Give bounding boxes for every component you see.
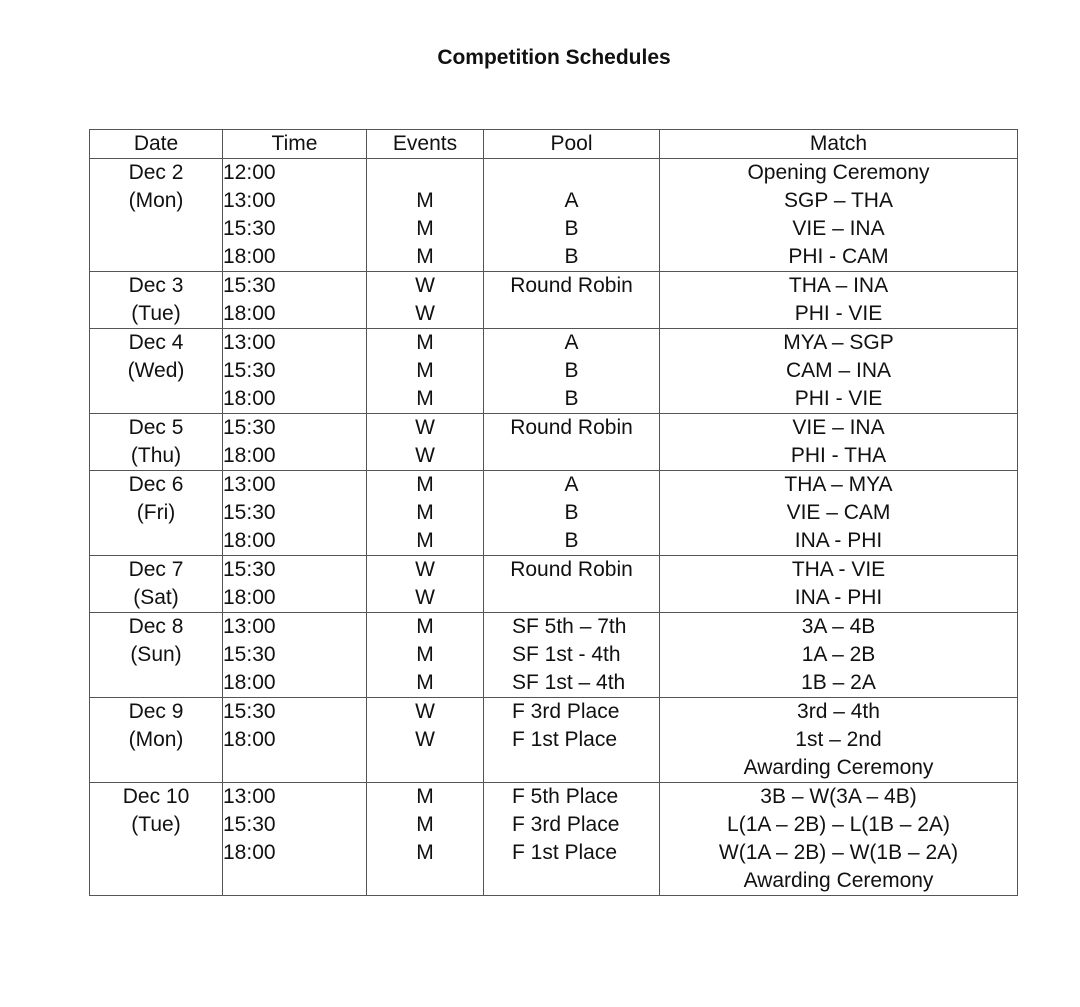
time-cell: 15:30: [223, 698, 367, 727]
table-row: [90, 811, 1018, 839]
date-cell: (Sun): [90, 641, 223, 669]
match-cell: VIE – CAM: [660, 499, 1018, 527]
date-cell: (Sat): [90, 584, 223, 613]
event-cell: [367, 159, 484, 188]
date-cell: [90, 839, 223, 867]
time-cell: 15:30: [223, 414, 367, 443]
pool-cell: SF 5th – 7th: [484, 613, 660, 642]
day-group: [90, 414, 1018, 471]
time-cell: 18:00: [223, 584, 367, 613]
pool-cell: B: [484, 357, 660, 385]
match-cell: 1st – 2nd: [660, 726, 1018, 754]
time-cell: [223, 867, 367, 896]
table-row: [90, 613, 1018, 642]
date-cell: (Tue): [90, 300, 223, 329]
event-cell: M: [367, 839, 484, 867]
table-row: [90, 471, 1018, 500]
match-cell: PHI - THA: [660, 442, 1018, 471]
pool-cell: A: [484, 471, 660, 500]
time-cell: 18:00: [223, 243, 367, 272]
table-row: [90, 641, 1018, 669]
page-title: Competition Schedules: [437, 46, 671, 69]
date-cell: Dec 2: [90, 159, 223, 188]
day-group: [90, 783, 1018, 896]
table-row: [90, 698, 1018, 727]
day-group: [90, 556, 1018, 613]
table-row: [90, 357, 1018, 385]
time-cell: 15:30: [223, 215, 367, 243]
date-cell: (Thu): [90, 442, 223, 471]
table-row: [90, 329, 1018, 358]
match-cell: Awarding Ceremony: [660, 867, 1018, 896]
event-cell: W: [367, 556, 484, 585]
time-cell: 13:00: [223, 329, 367, 358]
time-cell: 12:00: [223, 159, 367, 188]
pool-cell: F 5th Place: [484, 783, 660, 812]
pool-cell: F 3rd Place: [484, 811, 660, 839]
pool-cell: F 1st Place: [484, 839, 660, 867]
day-group: [90, 329, 1018, 414]
match-cell: CAM – INA: [660, 357, 1018, 385]
match-cell: THA – INA: [660, 272, 1018, 301]
time-cell: [223, 754, 367, 783]
match-cell: 3rd – 4th: [660, 698, 1018, 727]
match-cell: 1A – 2B: [660, 641, 1018, 669]
date-cell: Dec 6: [90, 471, 223, 500]
event-cell: [367, 867, 484, 896]
table-row: [90, 556, 1018, 585]
match-cell: THA - VIE: [660, 556, 1018, 585]
table-row: [90, 726, 1018, 754]
match-cell: THA – MYA: [660, 471, 1018, 500]
table-row: [90, 584, 1018, 613]
header-date: Date: [90, 130, 223, 159]
event-cell: W: [367, 272, 484, 301]
pool-cell: B: [484, 385, 660, 414]
date-cell: Dec 3: [90, 272, 223, 301]
match-cell: 1B – 2A: [660, 669, 1018, 698]
date-cell: Dec 10: [90, 783, 223, 812]
event-cell: W: [367, 442, 484, 471]
event-cell: M: [367, 613, 484, 642]
time-cell: 15:30: [223, 499, 367, 527]
time-cell: 18:00: [223, 300, 367, 329]
table-row: [90, 669, 1018, 698]
event-cell: M: [367, 243, 484, 272]
match-cell: PHI - CAM: [660, 243, 1018, 272]
time-cell: 15:30: [223, 641, 367, 669]
event-cell: [367, 754, 484, 783]
time-cell: 13:00: [223, 783, 367, 812]
event-cell: W: [367, 698, 484, 727]
time-cell: 13:00: [223, 471, 367, 500]
event-cell: W: [367, 414, 484, 443]
date-cell: (Tue): [90, 811, 223, 839]
match-cell: INA - PHI: [660, 527, 1018, 556]
day-group: [90, 613, 1018, 698]
header-match: Match: [660, 130, 1018, 159]
time-cell: 15:30: [223, 357, 367, 385]
time-cell: 18:00: [223, 669, 367, 698]
match-cell: 3A – 4B: [660, 613, 1018, 642]
table-row: [90, 215, 1018, 243]
day-group: [90, 159, 1018, 272]
table-row: [90, 385, 1018, 414]
time-cell: 15:30: [223, 272, 367, 301]
event-cell: M: [367, 215, 484, 243]
match-cell: Awarding Ceremony: [660, 754, 1018, 783]
time-cell: 15:30: [223, 556, 367, 585]
time-cell: 18:00: [223, 442, 367, 471]
pool-cell: A: [484, 329, 660, 358]
match-cell: INA - PHI: [660, 584, 1018, 613]
pool-cell: SF 1st - 4th: [484, 641, 660, 669]
date-cell: Dec 8: [90, 613, 223, 642]
match-cell: L(1A – 2B) – L(1B – 2A): [660, 811, 1018, 839]
schedule-table: [89, 129, 1018, 896]
match-cell: PHI - VIE: [660, 385, 1018, 414]
date-cell: [90, 867, 223, 896]
table-row: [90, 527, 1018, 556]
event-cell: M: [367, 329, 484, 358]
event-cell: M: [367, 641, 484, 669]
event-cell: M: [367, 385, 484, 414]
date-cell: [90, 385, 223, 414]
table-row: [90, 442, 1018, 471]
pool-cell: B: [484, 215, 660, 243]
pool-cell: A: [484, 187, 660, 215]
event-cell: W: [367, 726, 484, 754]
pool-cell: [484, 300, 660, 329]
pool-cell: B: [484, 527, 660, 556]
event-cell: M: [367, 499, 484, 527]
header-pool: Pool: [484, 130, 660, 159]
date-cell: Dec 9: [90, 698, 223, 727]
pool-cell: B: [484, 499, 660, 527]
event-cell: W: [367, 300, 484, 329]
pool-cell: B: [484, 243, 660, 272]
event-cell: W: [367, 584, 484, 613]
table-row: [90, 754, 1018, 783]
table-row: [90, 243, 1018, 272]
pool-cell: [484, 159, 660, 188]
pool-cell: SF 1st – 4th: [484, 669, 660, 698]
date-cell: (Fri): [90, 499, 223, 527]
table-row: [90, 300, 1018, 329]
header-row: [90, 130, 1018, 159]
table-row: [90, 272, 1018, 301]
match-cell: SGP – THA: [660, 187, 1018, 215]
date-cell: Dec 7: [90, 556, 223, 585]
header-time: Time: [223, 130, 367, 159]
pool-cell: Round Robin: [484, 556, 660, 585]
time-cell: 13:00: [223, 187, 367, 215]
pool-cell: Round Robin: [484, 272, 660, 301]
match-cell: PHI - VIE: [660, 300, 1018, 329]
time-cell: 13:00: [223, 613, 367, 642]
date-cell: [90, 527, 223, 556]
match-cell: MYA – SGP: [660, 329, 1018, 358]
time-cell: 18:00: [223, 839, 367, 867]
time-cell: 15:30: [223, 811, 367, 839]
date-cell: [90, 669, 223, 698]
event-cell: M: [367, 527, 484, 556]
time-cell: 18:00: [223, 527, 367, 556]
date-cell: Dec 5: [90, 414, 223, 443]
table-row: [90, 414, 1018, 443]
date-cell: (Mon): [90, 726, 223, 754]
match-cell: VIE – INA: [660, 215, 1018, 243]
match-cell: 3B – W(3A – 4B): [660, 783, 1018, 812]
table-row: [90, 867, 1018, 896]
match-cell: W(1A – 2B) – W(1B – 2A): [660, 839, 1018, 867]
pool-cell: [484, 584, 660, 613]
event-cell: M: [367, 783, 484, 812]
time-cell: 18:00: [223, 385, 367, 414]
day-group: [90, 272, 1018, 329]
event-cell: M: [367, 471, 484, 500]
table-row: [90, 783, 1018, 812]
date-cell: [90, 215, 223, 243]
event-cell: M: [367, 811, 484, 839]
table-row: [90, 159, 1018, 188]
pool-cell: [484, 754, 660, 783]
pool-cell: F 1st Place: [484, 726, 660, 754]
day-group: [90, 698, 1018, 783]
event-cell: M: [367, 187, 484, 215]
event-cell: M: [367, 669, 484, 698]
date-cell: Dec 4: [90, 329, 223, 358]
table-row: [90, 187, 1018, 215]
date-cell: (Mon): [90, 187, 223, 215]
table-row: [90, 839, 1018, 867]
match-cell: Opening Ceremony: [660, 159, 1018, 188]
table-row: [90, 499, 1018, 527]
match-cell: VIE – INA: [660, 414, 1018, 443]
date-cell: (Wed): [90, 357, 223, 385]
day-group: [90, 471, 1018, 556]
pool-cell: [484, 867, 660, 896]
time-cell: 18:00: [223, 726, 367, 754]
pool-cell: [484, 442, 660, 471]
pool-cell: Round Robin: [484, 414, 660, 443]
header-events: Events: [367, 130, 484, 159]
pool-cell: F 3rd Place: [484, 698, 660, 727]
event-cell: M: [367, 357, 484, 385]
date-cell: [90, 754, 223, 783]
date-cell: [90, 243, 223, 272]
